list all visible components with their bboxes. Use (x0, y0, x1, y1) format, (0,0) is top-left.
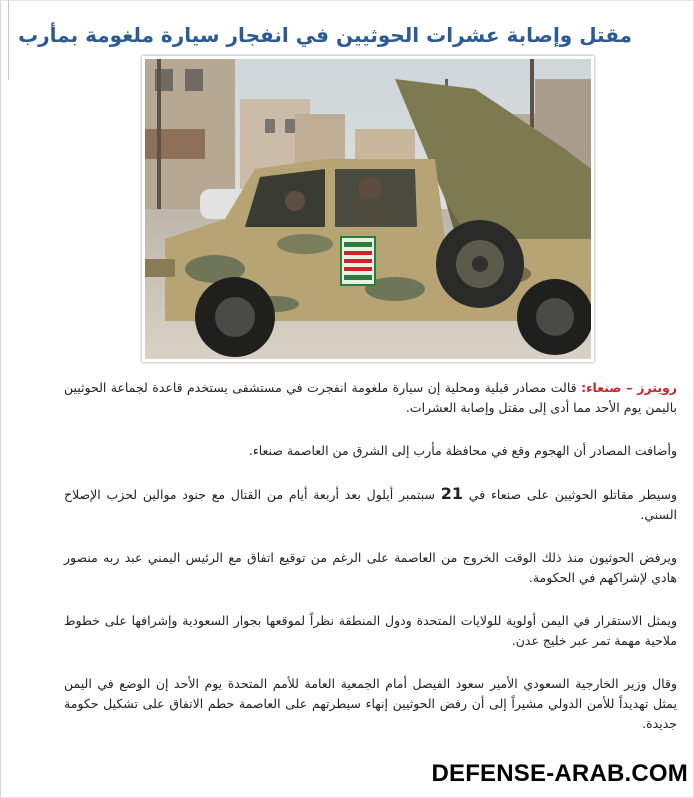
paragraph-1 (64, 378, 677, 418)
dateline: رويترز – صنعاء: (581, 380, 677, 395)
paragraph-3-text-after: سبتمبر أيلول بعد أربعة أيام من القتال مع جنود موالين لحزب الإصلاح السني. (64, 487, 677, 522)
photo-pickup-truck (145, 59, 591, 359)
paragraph-2: وأضافت المصادر أن الهجوم وقع في محافظة مأرب إلى الشرق من العاصمة صنعاء. (248, 443, 677, 458)
paragraph-5: ويمثل الاستقرار في اليمن أولوية للولايات المتحدة ودول المنطقة نظراً لموقعها بجوار السعودية وإشرافها على خطوط ملاحية مهمة تمر عبر خليج عدن. (64, 613, 677, 648)
paragraph-1-text: قالت مصادر قبلية ومحلية إن سيارة ملغومة انفجرت في مستشفى يستخدم قاعدة لجماعة الحوثيين باليمن يوم الأحد مما أدى إلى مقتل وإصابة العشرات. (64, 380, 677, 415)
site-watermark: DEFENSE-ARAB.COM (431, 760, 688, 787)
paragraph-3-text-before: وسيطر مقاتلو الحوثيين على صنعاء في (463, 487, 677, 502)
article-body (64, 378, 677, 757)
left-divider (8, 0, 9, 80)
date-number: 21 (440, 484, 464, 503)
paragraph-6: وقال وزير الخارجية السعودي الأمير سعود الفيصل أمام الجمعية العامة للأمم المتحدة يوم الأحد إن الوضع في اليمن يمثل تهديداً للأمن الدولي مشيراً إلى أن رفض الحوثيين إنهاء سيطرتهم على العاصمة حطم الاتفاق على تشكيل حكومة جديدة. (64, 676, 677, 731)
article-title: مقتل وإصابة عشرات الحوثيين في انفجار سيارة ملغومة بمأرب (18, 23, 632, 48)
paragraph-4: ويرفض الحوثيون منذ ذلك الوقت الخروج من العاصمة على الرغم من توقيع اتفاق مع الرئيس اليمني عبد ربه منصور هادي لإشراكهم في الحكومة. (64, 550, 677, 585)
paragraph-3 (64, 484, 677, 525)
article-photo (142, 56, 594, 362)
